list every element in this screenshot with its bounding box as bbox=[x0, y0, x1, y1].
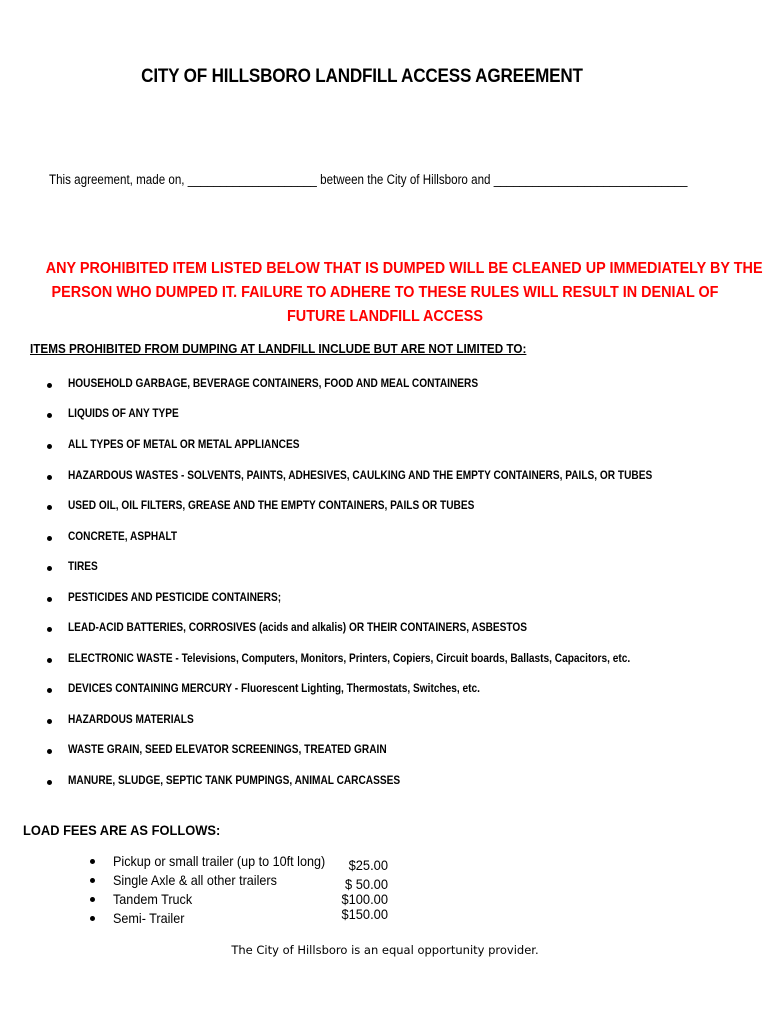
prohibited-item-text: HOUSEHOLD GARBAGE, BEVERAGE CONTAINERS, FOOD AND MEAL CONTAINERS bbox=[68, 378, 479, 390]
document-title: CITY OF HILLSBORO LANDFILL ACCESS AGREEMENT bbox=[141, 66, 583, 87]
warning-line: PERSON WHO DUMPED IT. FAILURE TO ADHERE TO THESE RULES WILL RESULT IN DENIAL OF bbox=[51, 284, 719, 301]
bullet-icon bbox=[47, 719, 52, 724]
fee-label: Single Axle & all other trailers bbox=[113, 872, 277, 888]
agreement-intro: This agreement, made on, ____________________ between the City of Hillsboro and ______________________________ bbox=[49, 172, 688, 187]
bullet-icon bbox=[90, 897, 95, 902]
bullet-icon bbox=[47, 413, 52, 418]
bullet-icon bbox=[47, 749, 52, 754]
prohibited-item-text: HAZARDOUS WASTES - SOLVENTS, PAINTS, ADHESIVES, CAULKING AND THE EMPTY CONTAINERS, PAILS, OR TUBES bbox=[68, 470, 653, 482]
prohibited-item-text: ALL TYPES OF METAL OR METAL APPLIANCES bbox=[68, 439, 300, 451]
fee-price: $ 50.00 bbox=[345, 876, 388, 892]
prohibited-item-text: MANURE, SLUDGE, SEPTIC TANK PUMPINGS, ANIMAL CARCASSES bbox=[68, 775, 401, 787]
fee-label: Semi- Trailer bbox=[113, 910, 185, 926]
prohibited-item-text: TIRES bbox=[68, 561, 98, 573]
bullet-icon bbox=[47, 505, 52, 510]
bullet-icon bbox=[47, 627, 52, 632]
bullet-icon bbox=[47, 536, 52, 541]
warning-line: ANY PROHIBITED ITEM LISTED BELOW THAT IS DUMPED WILL BE CLEANED UP IMMEDIATELY BY THE bbox=[45, 260, 763, 277]
bullet-icon bbox=[90, 878, 95, 883]
bullet-icon bbox=[47, 444, 52, 449]
bullet-icon bbox=[90, 859, 95, 864]
prohibited-item-text: ELECTRONIC WASTE - Televisions, Computers, Monitors, Printers, Copiers, Circuit boards, Ballasts, Capacitors, etc. bbox=[68, 653, 631, 665]
bullet-icon bbox=[47, 658, 52, 663]
fee-label: Tandem Truck bbox=[113, 891, 193, 907]
prohibited-item-text: CONCRETE, ASPHALT bbox=[68, 531, 178, 543]
bullet-icon bbox=[47, 688, 52, 693]
fee-label: Pickup or small trailer (up to 10ft long) bbox=[113, 853, 326, 869]
prohibited-item-text: HAZARDOUS MATERIALS bbox=[68, 714, 194, 726]
prohibited-item-text: PESTICIDES AND PESTICIDE CONTAINERS; bbox=[68, 592, 282, 604]
fee-price: $150.00 bbox=[341, 906, 388, 922]
warning-line: FUTURE LANDFILL ACCESS bbox=[286, 308, 484, 325]
prohibited-item-text: LEAD-ACID BATTERIES, CORROSIVES (acids and alkalis) OR THEIR CONTAINERS, ASBESTOS bbox=[68, 622, 528, 634]
bullet-icon bbox=[47, 597, 52, 602]
prohibited-items-heading: ITEMS PROHIBITED FROM DUMPING AT LANDFILL INCLUDE BUT ARE NOT LIMITED TO: bbox=[30, 341, 527, 356]
bullet-icon bbox=[47, 475, 52, 480]
equal-opportunity-footer: The City of Hillsboro is an equal opportunity provider. bbox=[231, 943, 539, 957]
fee-price: $25.00 bbox=[348, 857, 388, 873]
prohibited-item-text: LIQUIDS OF ANY TYPE bbox=[68, 408, 179, 420]
fee-price: $100.00 bbox=[341, 891, 388, 907]
bullet-icon bbox=[90, 916, 95, 921]
warning-notice bbox=[8, 257, 762, 329]
load-fees-heading: LOAD FEES ARE AS FOLLOWS: bbox=[23, 822, 221, 838]
bullet-icon bbox=[47, 566, 52, 571]
prohibited-item-text: DEVICES CONTAINING MERCURY - Fluorescent Lighting, Thermostats, Switches, etc. bbox=[68, 683, 480, 695]
prohibited-item-text: WASTE GRAIN, SEED ELEVATOR SCREENINGS, TREATED GRAIN bbox=[68, 744, 387, 756]
prohibited-item-text: USED OIL, OIL FILTERS, GREASE AND THE EMPTY CONTAINERS, PAILS OR TUBES bbox=[68, 500, 475, 512]
bullet-icon bbox=[47, 383, 52, 388]
bullet-icon bbox=[47, 780, 52, 785]
